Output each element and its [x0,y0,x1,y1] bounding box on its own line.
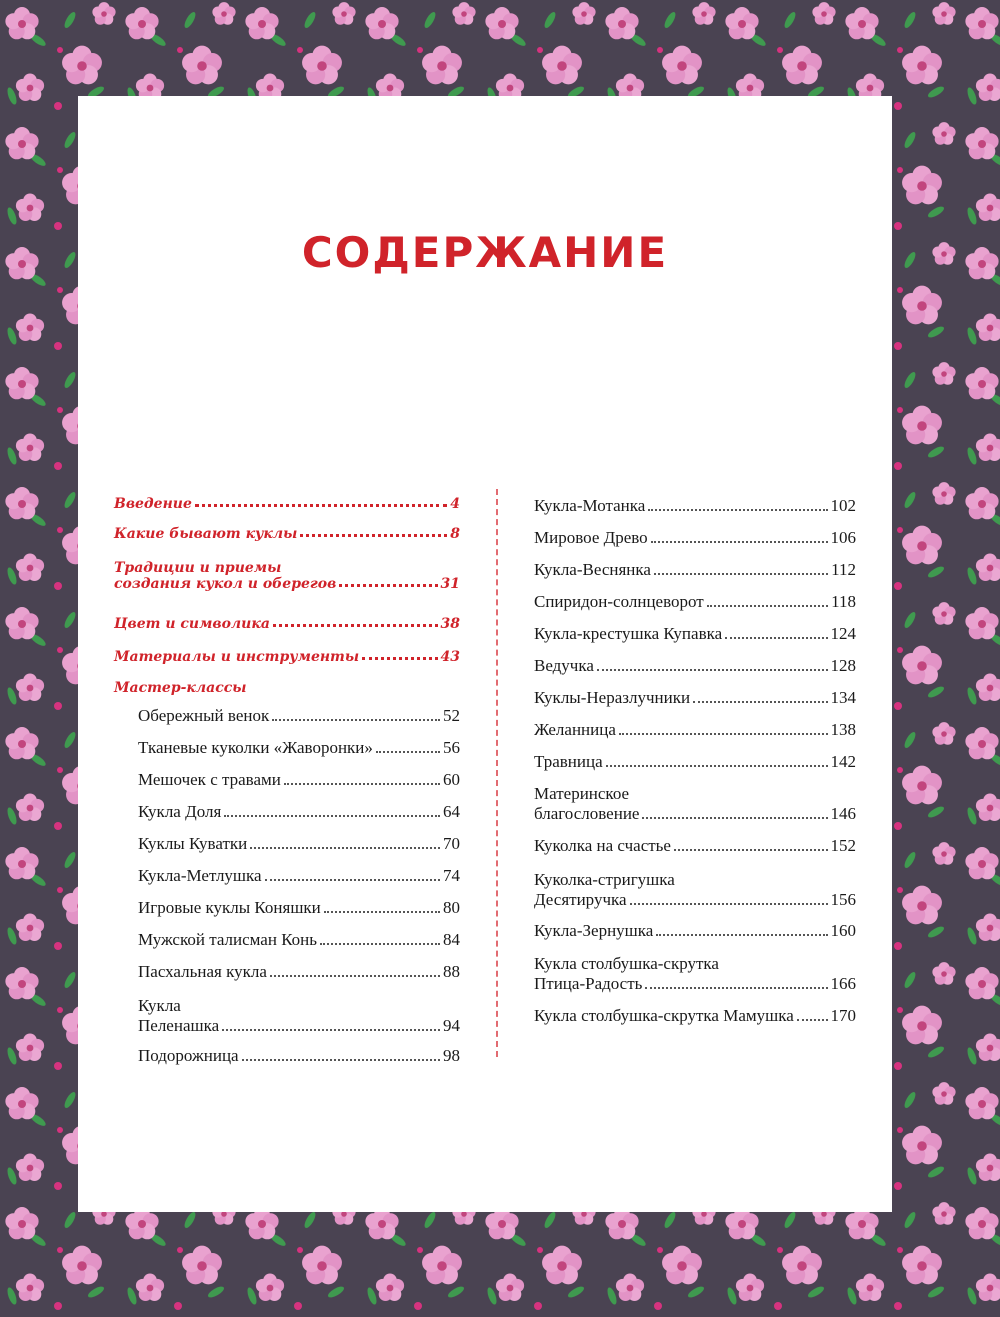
toc-item[interactable] [534,656,856,676]
toc-label: Кукла-Метлушка [138,866,262,885]
toc-label: Ведучка [534,656,594,675]
toc-page: 102 [830,496,856,515]
toc-section[interactable] [114,526,460,542]
toc-page: 80 [443,898,460,917]
toc-page: 31 [440,576,460,592]
page-title: СОДЕРЖАНИЕ [301,228,669,277]
toc-label: создания кукол и оберегов [114,576,337,592]
toc-page: 56 [443,738,460,757]
dot-leader [707,605,828,607]
toc-item[interactable] [534,1006,856,1026]
dot-leader [324,911,440,913]
dot-leader [656,934,827,936]
toc-label: Мировое Древо [534,528,648,547]
toc-label: Обережный венок [138,706,270,725]
toc-page: 64 [443,802,460,821]
toc-page: 170 [830,1006,856,1025]
column-divider [496,489,498,1057]
toc-page: 70 [443,834,460,853]
toc-page: 74 [443,866,460,885]
toc-item[interactable] [114,1046,460,1066]
toc-label: Какие бывают куклы [114,526,298,542]
toc-item[interactable] [534,870,856,910]
toc-page: 4 [450,496,460,512]
toc-page: 166 [830,974,856,993]
dot-leader [725,637,827,639]
toc-label-line1: Куколка-стригушка [534,870,675,889]
dot-leader [272,719,440,721]
toc-item[interactable] [114,996,460,1036]
toc-page: 60 [443,770,460,789]
dot-leader [242,1059,440,1061]
toc-page: 146 [830,804,856,823]
dot-leader [273,624,438,627]
toc-label: Кукла-Зернушка [534,921,654,940]
toc-label: Кукла-Мотанка [534,496,646,515]
dot-leader [797,1019,828,1021]
toc-label: Кукла столбушка-скрутка Мамушка [534,1006,794,1025]
toc-item[interactable] [114,866,460,886]
toc-label: Мешочек с травами [138,770,281,789]
dot-leader [195,504,447,507]
toc-page: 160 [830,921,856,940]
toc-page: 43 [440,649,460,665]
toc-label: Кукла Доля [138,802,222,821]
toc-item[interactable] [114,962,460,982]
toc-item[interactable] [114,706,460,726]
toc-label: Куколка на счастье [534,836,671,855]
toc-label: Кукла-крестушка Купавка [534,624,723,643]
toc-label: Спиридон-солнцеворот [534,592,704,611]
toc-label-line1: Материнское [534,784,630,803]
toc-page: 88 [443,962,460,981]
section-heading: Мастер-классы [114,680,247,696]
toc-item[interactable] [114,802,460,822]
toc-item[interactable] [534,688,856,708]
toc-label: Куклы-Неразлучники [534,688,691,707]
dot-leader [300,534,447,537]
toc-label: Травница [534,752,603,771]
toc-label: Птица-Радость [534,974,643,993]
toc-item[interactable] [534,752,856,772]
toc-item[interactable] [114,738,460,758]
toc-label: Игровые куклы Коняшки [138,898,321,917]
toc-page: 94 [443,1016,460,1035]
toc-page: 98 [443,1046,460,1065]
contents-page [78,96,892,1212]
toc-item[interactable] [534,954,856,994]
toc-item[interactable] [534,720,856,740]
toc-item[interactable] [534,496,856,516]
toc-page: 152 [830,836,856,855]
toc-label: Материалы и инструменты [114,649,360,665]
toc-label: благословение [534,804,640,823]
toc-item[interactable] [534,528,856,548]
dot-leader [630,903,828,905]
toc-label: Тканевые куколки «Жаворонки» [138,738,373,757]
toc-page: 118 [831,592,856,611]
dot-leader [648,509,827,511]
dot-leader [362,657,437,660]
dot-leader [339,584,437,587]
dot-leader [693,701,827,703]
dot-leader [265,879,440,881]
toc-section[interactable] [114,616,460,632]
dot-leader [606,765,828,767]
toc-label: Мужской талисман Конь [138,930,318,949]
dot-leader [674,849,828,851]
toc-label: Куклы Куватки [138,834,248,853]
toc-page: 128 [830,656,856,675]
toc-item[interactable] [534,624,856,644]
toc-label-line1: Традиции и приемы [114,560,282,576]
toc-label: Введение [114,496,192,512]
toc-page: 134 [830,688,856,707]
toc-label: Пеленашка [138,1016,220,1035]
dot-leader [645,987,827,989]
toc-item[interactable] [114,930,460,950]
toc-page: 106 [830,528,856,547]
toc-item[interactable] [534,592,856,612]
toc-label-line1: Кукла [138,996,181,1015]
toc-item[interactable] [534,836,856,856]
toc-item[interactable] [114,834,460,854]
dot-leader [654,573,828,575]
dot-leader [376,751,440,753]
dot-leader [642,817,827,819]
toc-page: 38 [440,616,460,632]
toc-page: 142 [830,752,856,771]
toc-section[interactable] [114,496,460,512]
dot-leader [224,815,440,817]
dot-leader [284,783,440,785]
toc-page: 138 [830,720,856,739]
dot-leader [250,847,440,849]
toc-label: Десятиручка [534,890,627,909]
dot-leader [597,669,828,671]
toc-page: 156 [830,890,856,909]
toc-page: 84 [443,930,460,949]
toc-label: Цвет и символика [114,616,270,632]
toc-item[interactable] [114,770,460,790]
dot-leader [270,975,440,977]
toc-page: 8 [450,526,460,542]
toc-label: Кукла-Веснянка [534,560,651,579]
toc-label: Подорожница [138,1046,239,1065]
dot-leader [619,733,828,735]
toc-label-line1: Кукла столбушка-скрутка [534,954,719,973]
toc-item[interactable] [114,898,460,918]
toc-label: Желанница [534,720,616,739]
dot-leader [651,541,828,543]
toc-page: 52 [443,706,460,725]
toc-item[interactable] [534,560,856,580]
toc-page: 124 [830,624,856,643]
dot-leader [222,1029,440,1031]
dot-leader [320,943,440,945]
toc-page: 112 [831,560,856,579]
toc-item[interactable] [534,784,856,824]
toc-item[interactable] [534,921,856,941]
toc-section[interactable] [114,560,460,592]
toc-label: Пасхальная кукла [138,962,267,981]
toc-section[interactable] [114,649,460,665]
